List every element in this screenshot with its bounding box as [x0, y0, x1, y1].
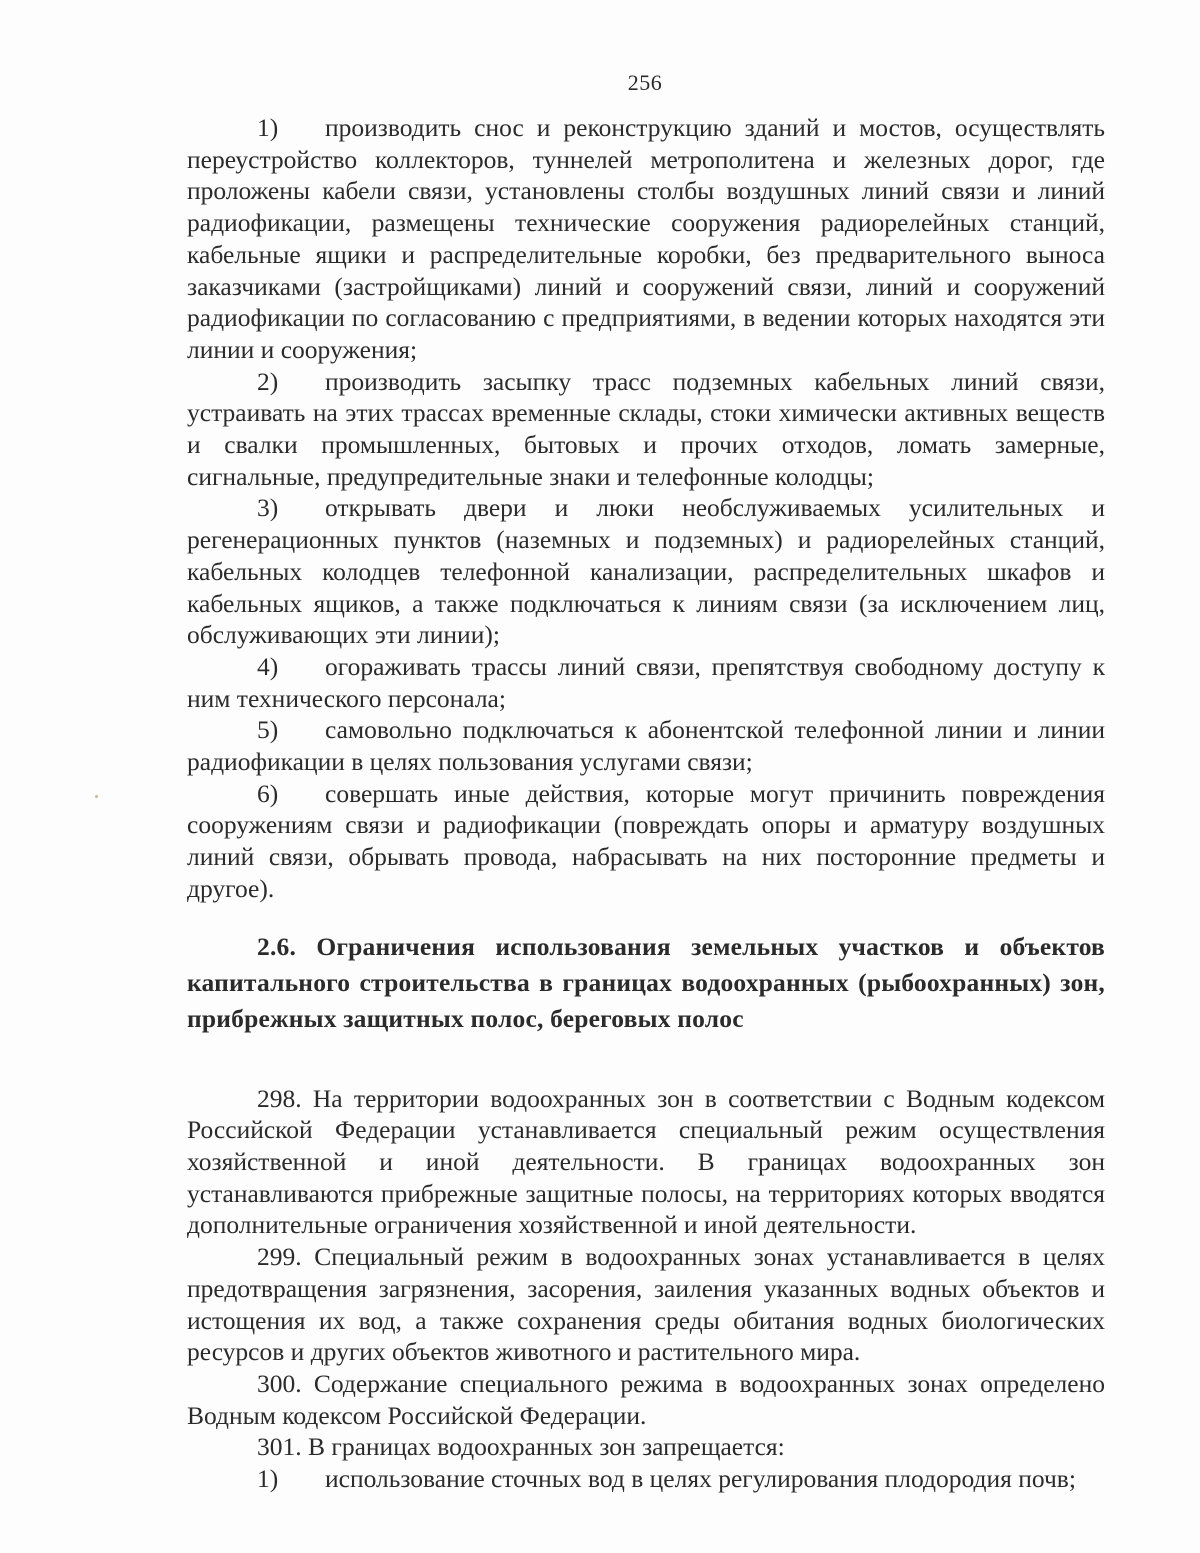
item-number: 2) — [257, 366, 279, 396]
paragraph-number: 298. — [257, 1083, 302, 1113]
paragraph-text: На территории водоохранных зон в соответствии с Водным кодексом Российской Федерации устанавливается специальный режим осуществления хозяйственной и иной деятельности. В границах водоохранных зон устанавливаются прибрежные защитные полосы, на территориях которых вводятся дополнительные ограничения хозяйственной и иной деятельности. — [187, 1083, 1106, 1240]
numbered-paragraph — [187, 1368, 1105, 1431]
section-heading: 2.6. Ограничения использования земельных участков и объектов капитального строительства в границах водоохранных (рыбоохранных) зон, прибрежных защитных полос, береговых полос — [187, 931, 1105, 1033]
section-spacer — [187, 1037, 1105, 1083]
item-number: 4) — [257, 651, 279, 681]
item-text: огораживать трассы линий связи, препятствуя свободному доступу к ним технического персонала; — [187, 651, 1105, 713]
paragraph-text: Содержание специального режима в водоохранных зонах определено Водным кодексом Российской Федерации. — [187, 1368, 1105, 1430]
list-item — [187, 112, 1105, 366]
item-text: самовольно подключаться к абонентской телефонной линии и линии радиофикации в целях пользования услугами связи; — [187, 715, 1105, 777]
item-number: 1) — [257, 113, 279, 142]
paragraph-text: В границах водоохранных зон запрещается: — [308, 1432, 785, 1462]
page-content — [187, 112, 1105, 1495]
item-number: 3) — [257, 493, 279, 523]
item-number: 5) — [257, 715, 279, 745]
numbered-paragraph — [187, 1241, 1105, 1368]
item-number: 1) — [257, 1464, 279, 1494]
paragraph-number: 299. — [257, 1242, 302, 1272]
numbered-paragraph — [187, 1431, 1105, 1463]
list-item — [187, 366, 1105, 493]
paragraph-text: Специальный режим в водоохранных зонах устанавливается в целях предотвращения загрязнения, засорения, заиления указанных водных объектов и истощения их вод, а также сохранения среды обитания водных биологических ресурсов и других объектов животного и растительного мира. — [187, 1242, 1105, 1367]
list-item — [187, 492, 1105, 651]
item-text: использование сточных вод в целях регулирования плодородия почв; — [325, 1464, 1076, 1494]
list-item — [187, 778, 1105, 905]
numbered-paragraph — [187, 1083, 1105, 1242]
item-text: совершать иные действия, которые могут причинить повреждения сооружениям связи и радиофикации (повреждать опоры и арматуру воздушных линий связи, обрывать провода, набрасывать на них посторонние предметы и другое). — [187, 778, 1105, 903]
scan-speck — [95, 795, 98, 798]
item-number: 6) — [257, 778, 279, 808]
paragraph-number: 300. — [257, 1368, 302, 1398]
page-number: 256 — [627, 70, 663, 95]
item-text: производить засыпку трасс подземных кабельных линий связи, устраивать на этих трассах временные склады, стоки химически активных веществ и свалки промышленных, бытовых и прочих отходов, ломать замерные, сигнальные, предупредительные знаки и телефонные колодцы; — [187, 366, 1105, 491]
paragraph-number: 301. — [257, 1432, 302, 1462]
list-item — [187, 651, 1105, 714]
list-item — [187, 1463, 1105, 1495]
list-item — [187, 714, 1105, 777]
item-text: открывать двери и люки необслуживаемых усилительных и регенерационных пунктов (наземных и подземных) и радиорелейных станций, кабельных колодцев телефонной канализации, распределительных шкафов и кабельных ящиков, а также подключаться к линиям связи (за исключением лиц, обслуживающих эти линии); — [187, 493, 1105, 650]
item-text: производить снос и реконструкцию зданий и мостов, осуществлять переустройство коллекторов, туннелей метрополитена и железных дорог, где проложены кабели связи, установлены столбы воздушных линий связи и линий радиофикации, размещены технические сооружения радиорелейных станций, кабельные ящики и распределительные коробки, без предварительного выноса заказчиками (застройщиками) линий и сооружений связи, линий и сооружений радиофикации по согласованию с предприятиями, в ведении которых находятся эти линии и сооружения; — [187, 113, 1105, 364]
